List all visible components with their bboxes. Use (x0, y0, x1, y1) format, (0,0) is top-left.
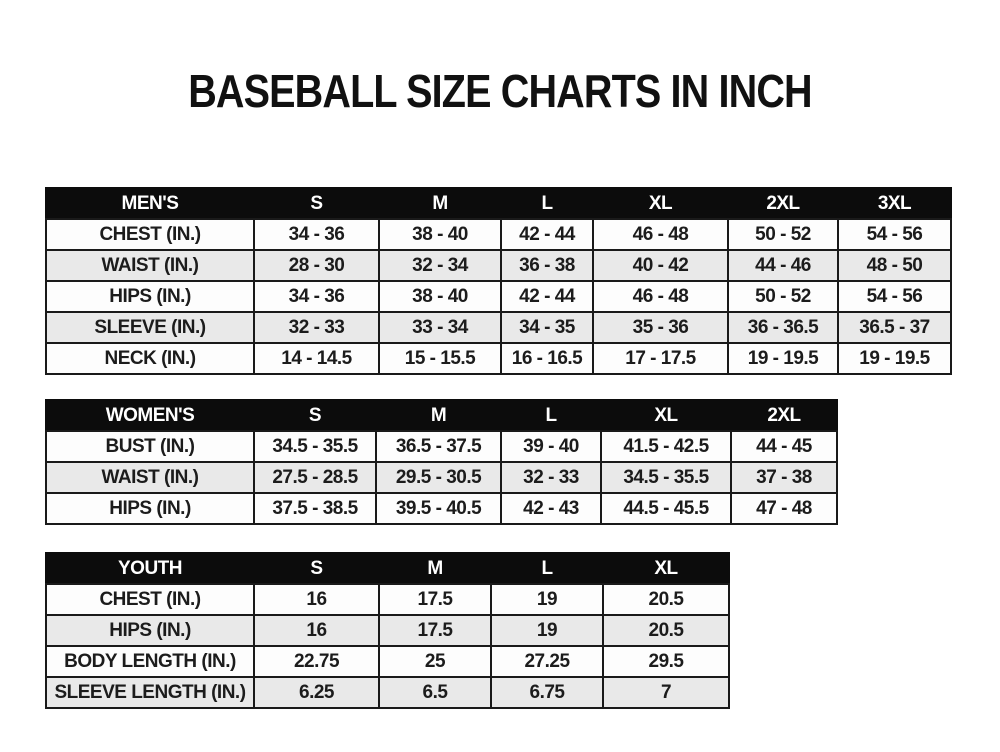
size-value-cell: 19 - 19.5 (838, 343, 951, 374)
size-value-cell: 32 - 33 (254, 312, 379, 343)
size-value-cell: 34 - 35 (501, 312, 593, 343)
size-value-cell: 17.5 (379, 584, 491, 615)
table-row (46, 343, 951, 374)
size-value-cell: 19 (491, 584, 603, 615)
size-value-cell: 50 - 52 (728, 281, 838, 312)
size-column-header: L (491, 553, 603, 584)
table-row (46, 462, 837, 493)
womens-size-table-container (45, 399, 838, 525)
size-column-header: 2XL (728, 188, 838, 219)
table-title-cell: YOUTH (46, 553, 254, 584)
table-row (46, 281, 951, 312)
row-label-cell: CHEST (IN.) (46, 219, 254, 250)
page-title: BASEBALL SIZE CHARTS IN INCH (188, 65, 812, 117)
size-value-cell: 20.5 (603, 615, 729, 646)
size-value-cell: 39.5 - 40.5 (376, 493, 501, 524)
size-value-cell: 25 (379, 646, 491, 677)
size-value-cell: 46 - 48 (593, 219, 728, 250)
row-label-cell: HIPS (IN.) (46, 281, 254, 312)
size-column-header: M (376, 400, 501, 431)
size-value-cell: 37 - 38 (731, 462, 837, 493)
size-value-cell: 17.5 (379, 615, 491, 646)
size-value-cell: 14 - 14.5 (254, 343, 379, 374)
size-value-cell: 33 - 34 (379, 312, 501, 343)
size-value-cell: 54 - 56 (838, 281, 951, 312)
size-value-cell: 34 - 36 (254, 219, 379, 250)
size-value-cell: 46 - 48 (593, 281, 728, 312)
row-label-cell: HIPS (IN.) (46, 493, 254, 524)
table-row (46, 646, 729, 677)
size-column-header: S (254, 400, 376, 431)
size-value-cell: 29.5 (603, 646, 729, 677)
size-value-cell: 6.5 (379, 677, 491, 708)
size-value-cell: 41.5 - 42.5 (601, 431, 731, 462)
size-column-header: XL (593, 188, 728, 219)
size-value-cell: 6.75 (491, 677, 603, 708)
size-value-cell: 15 - 15.5 (379, 343, 501, 374)
size-value-cell: 36 - 36.5 (728, 312, 838, 343)
size-value-cell: 40 - 42 (593, 250, 728, 281)
size-value-cell: 35 - 36 (593, 312, 728, 343)
size-column-header: XL (601, 400, 731, 431)
row-label-cell: SLEEVE (IN.) (46, 312, 254, 343)
size-column-header: L (501, 400, 601, 431)
row-label-cell: HIPS (IN.) (46, 615, 254, 646)
size-value-cell: 7 (603, 677, 729, 708)
size-column-header: S (254, 553, 379, 584)
row-label-cell: WAIST (IN.) (46, 250, 254, 281)
table-title-cell: MEN'S (46, 188, 254, 219)
row-label-cell: CHEST (IN.) (46, 584, 254, 615)
size-value-cell: 36 - 38 (501, 250, 593, 281)
row-label-cell: SLEEVE LENGTH (IN.) (46, 677, 254, 708)
size-value-cell: 20.5 (603, 584, 729, 615)
table-row (46, 219, 951, 250)
size-value-cell: 39 - 40 (501, 431, 601, 462)
size-value-cell: 50 - 52 (728, 219, 838, 250)
header-row (46, 188, 951, 219)
row-label-cell: BUST (IN.) (46, 431, 254, 462)
header-row (46, 553, 729, 584)
size-column-header: L (501, 188, 593, 219)
size-value-cell: 6.25 (254, 677, 379, 708)
size-value-cell: 16 (254, 584, 379, 615)
size-value-cell: 17 - 17.5 (593, 343, 728, 374)
table-row (46, 431, 837, 462)
table-row (46, 615, 729, 646)
mens-size-table (45, 187, 952, 375)
size-value-cell: 34.5 - 35.5 (254, 431, 376, 462)
youth-size-table (45, 552, 730, 709)
table-row (46, 493, 837, 524)
womens-size-table (45, 399, 838, 525)
row-label-cell: WAIST (IN.) (46, 462, 254, 493)
size-value-cell: 19 (491, 615, 603, 646)
table-title-cell: WOMEN'S (46, 400, 254, 431)
header-row (46, 400, 837, 431)
size-column-header: XL (603, 553, 729, 584)
size-value-cell: 27.25 (491, 646, 603, 677)
size-value-cell: 37.5 - 38.5 (254, 493, 376, 524)
table-row (46, 584, 729, 615)
size-value-cell: 44 - 46 (728, 250, 838, 281)
row-label-cell: BODY LENGTH (IN.) (46, 646, 254, 677)
size-value-cell: 54 - 56 (838, 219, 951, 250)
row-label-cell: NECK (IN.) (46, 343, 254, 374)
size-value-cell: 34 - 36 (254, 281, 379, 312)
size-value-cell: 16 - 16.5 (501, 343, 593, 374)
size-value-cell: 48 - 50 (838, 250, 951, 281)
table-row (46, 250, 951, 281)
size-value-cell: 19 - 19.5 (728, 343, 838, 374)
size-column-header: 2XL (731, 400, 837, 431)
size-value-cell: 47 - 48 (731, 493, 837, 524)
size-value-cell: 38 - 40 (379, 281, 501, 312)
size-value-cell: 44.5 - 45.5 (601, 493, 731, 524)
size-value-cell: 42 - 44 (501, 219, 593, 250)
size-column-header: M (379, 188, 501, 219)
size-value-cell: 42 - 44 (501, 281, 593, 312)
size-value-cell: 36.5 - 37 (838, 312, 951, 343)
table-row (46, 677, 729, 708)
size-value-cell: 44 - 45 (731, 431, 837, 462)
size-column-header: M (379, 553, 491, 584)
size-value-cell: 22.75 (254, 646, 379, 677)
youth-size-table-container (45, 552, 730, 709)
size-value-cell: 27.5 - 28.5 (254, 462, 376, 493)
table-row (46, 312, 951, 343)
size-value-cell: 34.5 - 35.5 (601, 462, 731, 493)
size-value-cell: 32 - 33 (501, 462, 601, 493)
size-column-header: S (254, 188, 379, 219)
size-value-cell: 28 - 30 (254, 250, 379, 281)
size-value-cell: 42 - 43 (501, 493, 601, 524)
mens-size-table-container (45, 187, 952, 375)
size-column-header: 3XL (838, 188, 951, 219)
size-value-cell: 32 - 34 (379, 250, 501, 281)
size-value-cell: 38 - 40 (379, 219, 501, 250)
size-value-cell: 36.5 - 37.5 (376, 431, 501, 462)
size-value-cell: 16 (254, 615, 379, 646)
size-value-cell: 29.5 - 30.5 (376, 462, 501, 493)
